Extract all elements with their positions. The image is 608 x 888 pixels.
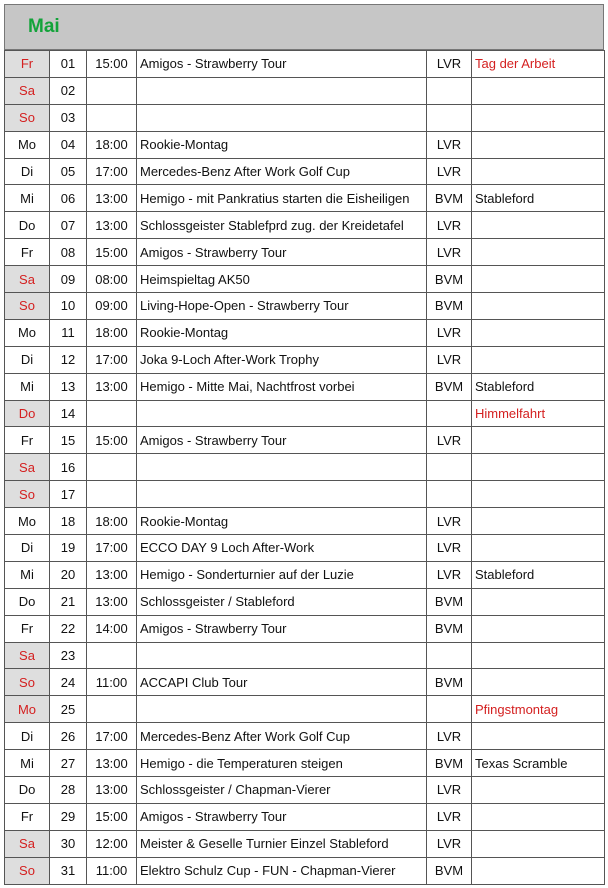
note-cell bbox=[472, 588, 605, 615]
time-cell: 17:00 bbox=[87, 723, 137, 750]
table-row bbox=[5, 427, 605, 454]
date-cell: 07 bbox=[50, 212, 87, 239]
note-cell bbox=[472, 158, 605, 185]
time-cell: 17:00 bbox=[87, 158, 137, 185]
location-cell bbox=[427, 400, 472, 427]
event-cell: Heimspieltag AK50 bbox=[137, 266, 427, 293]
note-cell bbox=[472, 77, 605, 104]
time-cell: 18:00 bbox=[87, 508, 137, 535]
event-cell: Rookie-Montag bbox=[137, 131, 427, 158]
date-cell: 18 bbox=[50, 508, 87, 535]
time-cell bbox=[87, 104, 137, 131]
date-cell: 23 bbox=[50, 642, 87, 669]
table-row bbox=[5, 669, 605, 696]
events-table-body bbox=[5, 51, 605, 885]
date-cell: 27 bbox=[50, 750, 87, 777]
day-cell: Sa bbox=[5, 266, 50, 293]
event-cell: Rookie-Montag bbox=[137, 508, 427, 535]
location-cell: LVR bbox=[427, 830, 472, 857]
table-row bbox=[5, 830, 605, 857]
event-cell: Schlossgeister / Stableford bbox=[137, 588, 427, 615]
note-cell bbox=[472, 615, 605, 642]
time-cell: 11:00 bbox=[87, 857, 137, 884]
note-cell bbox=[472, 481, 605, 508]
table-row bbox=[5, 400, 605, 427]
note-cell bbox=[472, 642, 605, 669]
day-cell: Mo bbox=[5, 696, 50, 723]
time-cell: 13:00 bbox=[87, 212, 137, 239]
note-cell bbox=[472, 319, 605, 346]
table-row bbox=[5, 857, 605, 884]
time-cell bbox=[87, 400, 137, 427]
event-cell: Amigos - Strawberry Tour bbox=[137, 615, 427, 642]
note-cell: Texas Scramble bbox=[472, 750, 605, 777]
date-cell: 08 bbox=[50, 239, 87, 266]
date-cell: 30 bbox=[50, 830, 87, 857]
location-cell: BVM bbox=[427, 185, 472, 212]
day-cell: Mi bbox=[5, 373, 50, 400]
event-cell: Amigos - Strawberry Tour bbox=[137, 803, 427, 830]
table-row bbox=[5, 508, 605, 535]
date-cell: 03 bbox=[50, 104, 87, 131]
time-cell bbox=[87, 696, 137, 723]
event-cell: Hemigo - Mitte Mai, Nachtfrost vorbei bbox=[137, 373, 427, 400]
event-cell: Hemigo - die Temperaturen steigen bbox=[137, 750, 427, 777]
location-cell: LVR bbox=[427, 319, 472, 346]
event-cell: Mercedes-Benz After Work Golf Cup bbox=[137, 723, 427, 750]
date-cell: 17 bbox=[50, 481, 87, 508]
event-cell bbox=[137, 77, 427, 104]
event-cell: Hemigo - mit Pankratius starten die Eisheiligen bbox=[137, 185, 427, 212]
table-row bbox=[5, 158, 605, 185]
table-row bbox=[5, 104, 605, 131]
location-cell: BVM bbox=[427, 293, 472, 320]
time-cell: 13:00 bbox=[87, 750, 137, 777]
location-cell: LVR bbox=[427, 427, 472, 454]
note-cell: Pfingstmontag bbox=[472, 696, 605, 723]
date-cell: 11 bbox=[50, 319, 87, 346]
date-cell: 25 bbox=[50, 696, 87, 723]
location-cell bbox=[427, 104, 472, 131]
table-row bbox=[5, 561, 605, 588]
event-cell: Amigos - Strawberry Tour bbox=[137, 427, 427, 454]
day-cell: Di bbox=[5, 346, 50, 373]
date-cell: 20 bbox=[50, 561, 87, 588]
day-cell: So bbox=[5, 669, 50, 696]
day-cell: Di bbox=[5, 723, 50, 750]
date-cell: 26 bbox=[50, 723, 87, 750]
time-cell: 13:00 bbox=[87, 373, 137, 400]
day-cell: Mi bbox=[5, 750, 50, 777]
day-cell: So bbox=[5, 857, 50, 884]
time-cell bbox=[87, 77, 137, 104]
note-cell: Himmelfahrt bbox=[472, 400, 605, 427]
table-row bbox=[5, 319, 605, 346]
time-cell bbox=[87, 642, 137, 669]
location-cell: LVR bbox=[427, 803, 472, 830]
event-cell bbox=[137, 642, 427, 669]
time-cell: 15:00 bbox=[87, 51, 137, 78]
day-cell: So bbox=[5, 481, 50, 508]
day-cell: Di bbox=[5, 535, 50, 562]
date-cell: 16 bbox=[50, 454, 87, 481]
table-row bbox=[5, 131, 605, 158]
location-cell: LVR bbox=[427, 777, 472, 804]
time-cell: 13:00 bbox=[87, 588, 137, 615]
day-cell: Mi bbox=[5, 185, 50, 212]
date-cell: 19 bbox=[50, 535, 87, 562]
table-row bbox=[5, 266, 605, 293]
table-row bbox=[5, 481, 605, 508]
location-cell: BVM bbox=[427, 750, 472, 777]
table-row bbox=[5, 535, 605, 562]
note-cell bbox=[472, 803, 605, 830]
table-row bbox=[5, 777, 605, 804]
note-cell bbox=[472, 857, 605, 884]
note-cell bbox=[472, 239, 605, 266]
table-row bbox=[5, 750, 605, 777]
note-cell bbox=[472, 427, 605, 454]
event-cell bbox=[137, 481, 427, 508]
day-cell: Fr bbox=[5, 427, 50, 454]
time-cell: 13:00 bbox=[87, 561, 137, 588]
time-cell: 11:00 bbox=[87, 669, 137, 696]
date-cell: 21 bbox=[50, 588, 87, 615]
table-row bbox=[5, 642, 605, 669]
event-cell bbox=[137, 696, 427, 723]
date-cell: 14 bbox=[50, 400, 87, 427]
date-cell: 04 bbox=[50, 131, 87, 158]
location-cell: BVM bbox=[427, 588, 472, 615]
day-cell: Fr bbox=[5, 803, 50, 830]
note-cell bbox=[472, 830, 605, 857]
event-cell: ACCAPI Club Tour bbox=[137, 669, 427, 696]
location-cell: LVR bbox=[427, 346, 472, 373]
time-cell: 09:00 bbox=[87, 293, 137, 320]
note-cell bbox=[472, 454, 605, 481]
date-cell: 24 bbox=[50, 669, 87, 696]
date-cell: 13 bbox=[50, 373, 87, 400]
note-cell bbox=[472, 508, 605, 535]
event-cell: Hemigo - Sonderturnier auf der Luzie bbox=[137, 561, 427, 588]
note-cell: Stableford bbox=[472, 185, 605, 212]
day-cell: Do bbox=[5, 400, 50, 427]
date-cell: 05 bbox=[50, 158, 87, 185]
event-cell bbox=[137, 400, 427, 427]
month-header bbox=[4, 4, 604, 50]
table-row bbox=[5, 803, 605, 830]
events-table bbox=[4, 50, 605, 885]
event-cell: Living-Hope-Open - Strawberry Tour bbox=[137, 293, 427, 320]
calendar-sheet bbox=[4, 4, 604, 885]
time-cell: 18:00 bbox=[87, 131, 137, 158]
location-cell: LVR bbox=[427, 212, 472, 239]
event-cell: Mercedes-Benz After Work Golf Cup bbox=[137, 158, 427, 185]
event-cell bbox=[137, 454, 427, 481]
day-cell: Mo bbox=[5, 131, 50, 158]
time-cell: 08:00 bbox=[87, 266, 137, 293]
location-cell: BVM bbox=[427, 373, 472, 400]
event-cell: Schlossgeister / Chapman-Vierer bbox=[137, 777, 427, 804]
date-cell: 29 bbox=[50, 803, 87, 830]
location-cell bbox=[427, 481, 472, 508]
event-cell: Meister & Geselle Turnier Einzel Stableford bbox=[137, 830, 427, 857]
location-cell: BVM bbox=[427, 669, 472, 696]
day-cell: Mi bbox=[5, 561, 50, 588]
day-cell: Sa bbox=[5, 454, 50, 481]
table-row bbox=[5, 696, 605, 723]
location-cell: LVR bbox=[427, 723, 472, 750]
date-cell: 01 bbox=[50, 51, 87, 78]
month-title: Mai bbox=[28, 16, 60, 37]
event-cell: Schlossgeister Stablefprd zug. der Kreidetafel bbox=[137, 212, 427, 239]
location-cell: LVR bbox=[427, 158, 472, 185]
table-row bbox=[5, 615, 605, 642]
day-cell: Fr bbox=[5, 239, 50, 266]
table-row bbox=[5, 77, 605, 104]
day-cell: Di bbox=[5, 158, 50, 185]
day-cell: Mo bbox=[5, 319, 50, 346]
location-cell: LVR bbox=[427, 561, 472, 588]
note-cell bbox=[472, 104, 605, 131]
location-cell: BVM bbox=[427, 266, 472, 293]
day-cell: Fr bbox=[5, 51, 50, 78]
note-cell bbox=[472, 723, 605, 750]
table-row bbox=[5, 723, 605, 750]
event-cell: Joka 9-Loch After-Work Trophy bbox=[137, 346, 427, 373]
table-row bbox=[5, 454, 605, 481]
event-cell: Rookie-Montag bbox=[137, 319, 427, 346]
table-row bbox=[5, 239, 605, 266]
day-cell: Do bbox=[5, 777, 50, 804]
note-cell bbox=[472, 212, 605, 239]
day-cell: So bbox=[5, 293, 50, 320]
note-cell bbox=[472, 535, 605, 562]
note-cell bbox=[472, 293, 605, 320]
time-cell: 17:00 bbox=[87, 346, 137, 373]
date-cell: 02 bbox=[50, 77, 87, 104]
time-cell: 17:00 bbox=[87, 535, 137, 562]
day-cell: Fr bbox=[5, 615, 50, 642]
event-cell bbox=[137, 104, 427, 131]
day-cell: Sa bbox=[5, 642, 50, 669]
day-cell: Do bbox=[5, 588, 50, 615]
table-row bbox=[5, 185, 605, 212]
location-cell: LVR bbox=[427, 239, 472, 266]
time-cell: 14:00 bbox=[87, 615, 137, 642]
date-cell: 22 bbox=[50, 615, 87, 642]
event-cell: Elektro Schulz Cup - FUN - Chapman-Vierer bbox=[137, 857, 427, 884]
location-cell: LVR bbox=[427, 131, 472, 158]
time-cell: 12:00 bbox=[87, 830, 137, 857]
table-row bbox=[5, 346, 605, 373]
location-cell: LVR bbox=[427, 508, 472, 535]
date-cell: 09 bbox=[50, 266, 87, 293]
time-cell: 13:00 bbox=[87, 185, 137, 212]
location-cell bbox=[427, 696, 472, 723]
date-cell: 12 bbox=[50, 346, 87, 373]
table-row bbox=[5, 373, 605, 400]
note-cell: Stableford bbox=[472, 561, 605, 588]
note-cell bbox=[472, 777, 605, 804]
note-cell: Stableford bbox=[472, 373, 605, 400]
day-cell: Sa bbox=[5, 77, 50, 104]
time-cell: 15:00 bbox=[87, 427, 137, 454]
location-cell bbox=[427, 642, 472, 669]
table-row bbox=[5, 51, 605, 78]
table-row bbox=[5, 588, 605, 615]
note-cell bbox=[472, 346, 605, 373]
location-cell: LVR bbox=[427, 535, 472, 562]
date-cell: 10 bbox=[50, 293, 87, 320]
event-cell: ECCO DAY 9 Loch After-Work bbox=[137, 535, 427, 562]
time-cell bbox=[87, 481, 137, 508]
time-cell: 13:00 bbox=[87, 777, 137, 804]
note-cell bbox=[472, 131, 605, 158]
note-cell bbox=[472, 669, 605, 696]
location-cell bbox=[427, 454, 472, 481]
table-row bbox=[5, 293, 605, 320]
date-cell: 06 bbox=[50, 185, 87, 212]
date-cell: 15 bbox=[50, 427, 87, 454]
location-cell: BVM bbox=[427, 857, 472, 884]
note-cell bbox=[472, 266, 605, 293]
day-cell: Mo bbox=[5, 508, 50, 535]
event-cell: Amigos - Strawberry Tour bbox=[137, 239, 427, 266]
date-cell: 28 bbox=[50, 777, 87, 804]
day-cell: So bbox=[5, 104, 50, 131]
time-cell bbox=[87, 454, 137, 481]
event-cell: Amigos - Strawberry Tour bbox=[137, 51, 427, 78]
time-cell: 15:00 bbox=[87, 239, 137, 266]
location-cell: BVM bbox=[427, 615, 472, 642]
date-cell: 31 bbox=[50, 857, 87, 884]
note-cell: Tag der Arbeit bbox=[472, 51, 605, 78]
time-cell: 18:00 bbox=[87, 319, 137, 346]
location-cell bbox=[427, 77, 472, 104]
day-cell: Sa bbox=[5, 830, 50, 857]
day-cell: Do bbox=[5, 212, 50, 239]
location-cell: LVR bbox=[427, 51, 472, 78]
table-row bbox=[5, 212, 605, 239]
time-cell: 15:00 bbox=[87, 803, 137, 830]
